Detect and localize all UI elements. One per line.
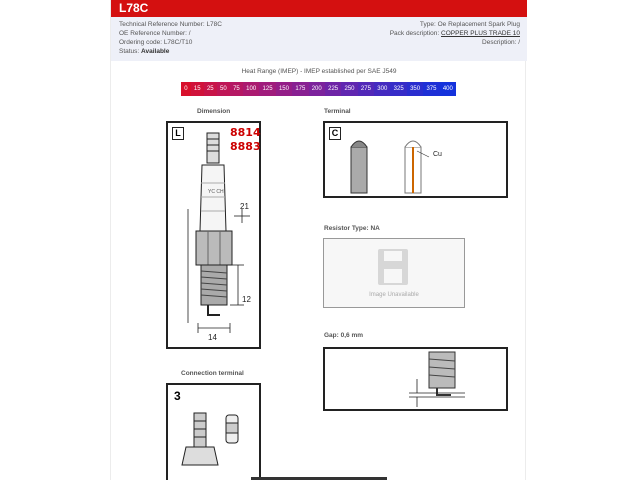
- heat-range-cell: 275: [358, 82, 374, 96]
- heat-range-cell: 400: [440, 82, 456, 96]
- technical-reference-label: Technical Reference Number:: [119, 21, 205, 28]
- heat-range-cell: 250: [341, 82, 357, 96]
- connection-terminal-label: Connection terminal: [181, 370, 244, 377]
- technical-reference-row: [119, 20, 222, 29]
- heat-range-cell: 50: [217, 82, 230, 96]
- heat-range-title: Heat Range (IMEP) - IMEP established per SAE J549: [241, 68, 397, 75]
- oe-reference-label: OE Reference Number:: [119, 30, 187, 37]
- heat-range-cell: 100: [243, 82, 259, 96]
- resistor-image-placeholder: [323, 238, 465, 308]
- status-value: Available: [141, 48, 170, 55]
- pack-value-link[interactable]: COPPER PLUS TRADE 10: [441, 30, 520, 37]
- terminal-letter-badge: C: [329, 127, 341, 140]
- heat-range-cell: 225: [325, 82, 341, 96]
- heat-range-cell: 15: [191, 82, 204, 96]
- ref-number-top: 8814: [230, 126, 261, 139]
- product-info-panel: [111, 17, 527, 61]
- heat-range-cell: 125: [259, 82, 275, 96]
- status-row: [119, 47, 169, 56]
- heat-range-cell: 325: [390, 82, 406, 96]
- ordering-code-value: L78C/T10: [163, 39, 193, 46]
- terminal-label: Terminal: [324, 108, 351, 115]
- ref-number-bottom: 8883: [230, 140, 261, 153]
- thread-diameter-value: 14: [208, 333, 217, 342]
- pack-row: [390, 29, 520, 38]
- image-unavailable-text: Image Unavailable: [369, 292, 419, 298]
- spark-plug-drawing: [168, 123, 259, 347]
- description-value: /: [518, 39, 520, 46]
- oe-reference-value: /: [188, 30, 191, 37]
- product-title: L78C: [111, 0, 527, 17]
- dimension-diagram: [166, 121, 261, 349]
- connection-terminal-drawing: [168, 385, 259, 478]
- heat-range-cell: 375: [423, 82, 439, 96]
- heat-range-cell: 175: [292, 82, 308, 96]
- terminal-drawing: [325, 123, 506, 196]
- heat-range-cell: 200: [309, 82, 325, 96]
- terminal-diagram: [323, 121, 508, 198]
- description-row: [482, 38, 520, 47]
- heat-range-cell: 0: [181, 82, 191, 96]
- heat-range-cell: 75: [230, 82, 243, 96]
- heat-range-bar: [181, 82, 456, 96]
- heat-range-cell: 350: [407, 82, 423, 96]
- hex-size-value: 21: [240, 202, 249, 211]
- terminal-material: Cu: [433, 151, 442, 158]
- connection-number: 3: [174, 389, 181, 403]
- type-label: Type:: [419, 21, 436, 28]
- heat-range-cell: 150: [276, 82, 292, 96]
- insulator-marking: YC CH: [208, 189, 224, 195]
- reach-value: 12: [242, 295, 251, 304]
- connection-terminal-diagram: [166, 383, 261, 480]
- ordering-code-row: [119, 38, 192, 47]
- heat-range-cell: 25: [204, 82, 217, 96]
- dimension-label: Dimension: [197, 108, 231, 115]
- technical-reference-value: L78C: [206, 21, 222, 28]
- description-label: Description:: [482, 39, 517, 46]
- gap-diagram: [323, 347, 508, 411]
- gap-label: Gap: 0,6 mm: [324, 332, 364, 339]
- pack-label: Pack description:: [389, 30, 440, 37]
- thread-letter-badge: L: [172, 127, 184, 140]
- heat-range-cell: 300: [374, 82, 390, 96]
- product-card: [110, 0, 526, 480]
- resistor-label: Resistor Type: NA: [324, 225, 380, 232]
- oe-reference-row: [119, 29, 191, 38]
- status-label: Status:: [119, 48, 140, 55]
- type-value: Oe Replacement Spark Plug: [437, 21, 520, 28]
- gap-drawing: [325, 349, 506, 409]
- type-row: [420, 20, 520, 29]
- ordering-code-label: Ordering code:: [119, 39, 162, 46]
